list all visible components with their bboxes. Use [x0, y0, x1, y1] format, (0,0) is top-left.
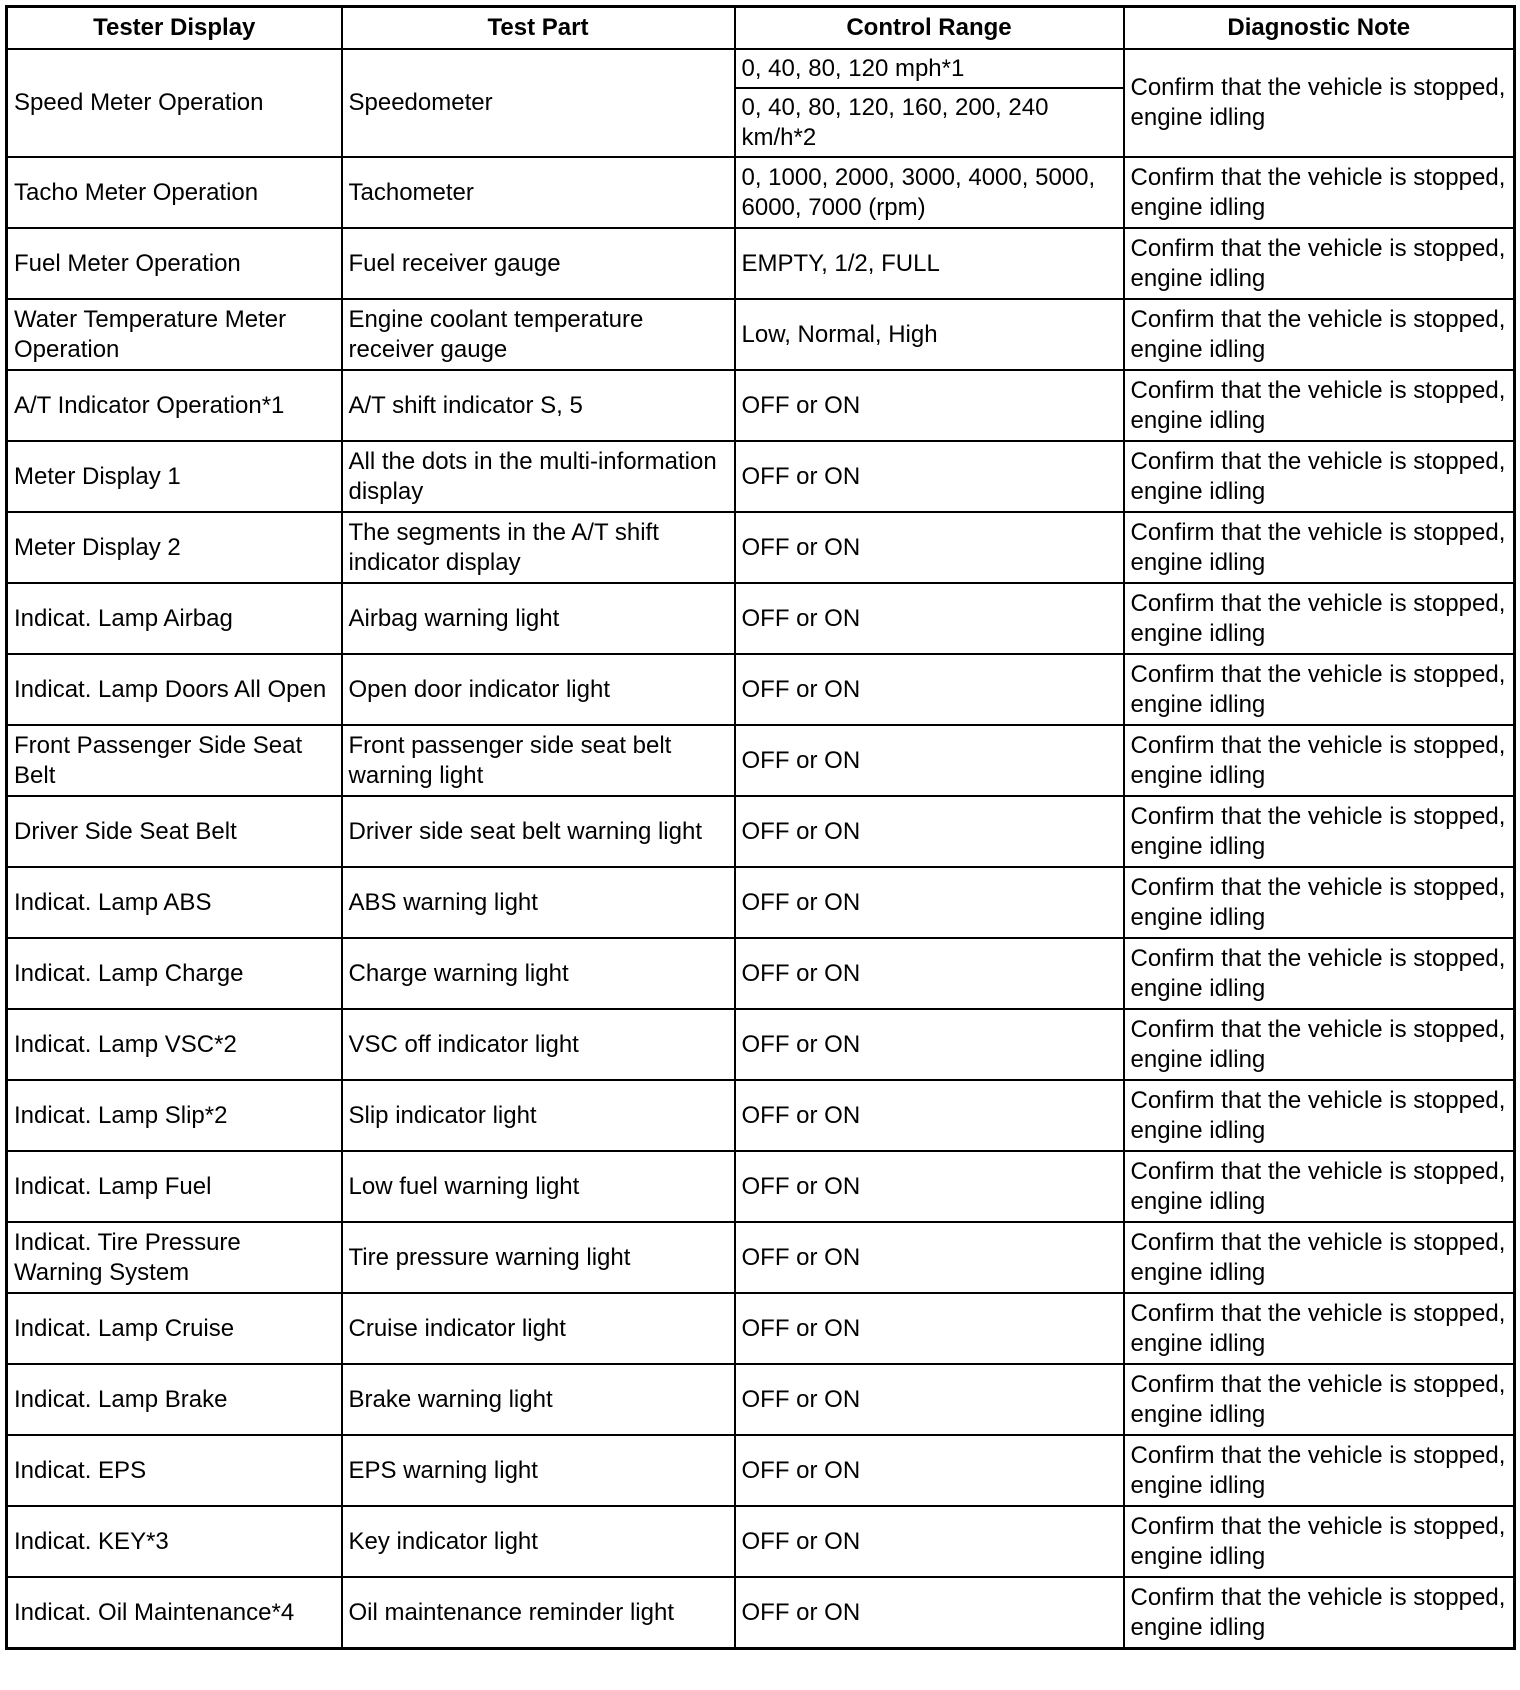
cell-tester-display: Indicat. Lamp VSC*2	[7, 1009, 342, 1080]
cell-test-part: Airbag warning light	[342, 583, 735, 654]
cell-diagnostic-note: Confirm that the vehicle is stopped, engine idling	[1124, 299, 1515, 370]
cell-control-range: OFF or ON	[735, 512, 1124, 583]
table-row	[7, 654, 1515, 725]
table-row	[7, 299, 1515, 370]
table-row	[7, 1293, 1515, 1364]
cell-diagnostic-note: Confirm that the vehicle is stopped, engine idling	[1124, 49, 1515, 157]
cell-control-range: 0, 40, 80, 120, 160, 200, 240 km/h*2	[735, 88, 1124, 157]
cell-test-part: Slip indicator light	[342, 1080, 735, 1151]
cell-control-range: EMPTY, 1/2, FULL	[735, 228, 1124, 299]
cell-control-range: OFF or ON	[735, 1009, 1124, 1080]
cell-control-range: OFF or ON	[735, 1506, 1124, 1577]
cell-tester-display: Indicat. Lamp Brake	[7, 1364, 342, 1435]
cell-tester-display: Indicat. KEY*3	[7, 1506, 342, 1577]
header-tester-display: Tester Display	[7, 7, 342, 50]
active-test-sheet	[5, 5, 1513, 1650]
cell-test-part: Speedometer	[342, 49, 735, 157]
cell-test-part: A/T shift indicator S, 5	[342, 370, 735, 441]
cell-test-part: Tachometer	[342, 157, 735, 228]
cell-control-range: OFF or ON	[735, 441, 1124, 512]
cell-diagnostic-note: Confirm that the vehicle is stopped, engine idling	[1124, 1364, 1515, 1435]
cell-test-part: ABS warning light	[342, 867, 735, 938]
table-row	[7, 1009, 1515, 1080]
cell-test-part: Fuel receiver gauge	[342, 228, 735, 299]
cell-tester-display: Speed Meter Operation	[7, 49, 342, 157]
cell-tester-display: Indicat. Oil Maintenance*4	[7, 1577, 342, 1649]
header-control-range: Control Range	[735, 7, 1124, 50]
cell-diagnostic-note: Confirm that the vehicle is stopped, engine idling	[1124, 1222, 1515, 1293]
table-row	[7, 938, 1515, 1009]
table-row	[7, 441, 1515, 512]
cell-test-part: Low fuel warning light	[342, 1151, 735, 1222]
cell-test-part: Engine coolant temperature receiver gauge	[342, 299, 735, 370]
cell-control-range: OFF or ON	[735, 654, 1124, 725]
cell-test-part: VSC off indicator light	[342, 1009, 735, 1080]
cell-diagnostic-note: Confirm that the vehicle is stopped, engine idling	[1124, 867, 1515, 938]
active-test-table	[5, 5, 1516, 1650]
cell-tester-display: A/T Indicator Operation*1	[7, 370, 342, 441]
cell-test-part: Open door indicator light	[342, 654, 735, 725]
cell-tester-display: Indicat. Lamp Cruise	[7, 1293, 342, 1364]
table-row	[7, 796, 1515, 867]
table-row	[7, 725, 1515, 796]
cell-tester-display: Indicat. Lamp Slip*2	[7, 1080, 342, 1151]
cell-diagnostic-note: Confirm that the vehicle is stopped, engine idling	[1124, 1293, 1515, 1364]
cell-diagnostic-note: Confirm that the vehicle is stopped, engine idling	[1124, 370, 1515, 441]
cell-tester-display: Indicat. Lamp Doors All Open	[7, 654, 342, 725]
cell-diagnostic-note: Confirm that the vehicle is stopped, engine idling	[1124, 1577, 1515, 1649]
cell-tester-display: Tacho Meter Operation	[7, 157, 342, 228]
cell-control-range: OFF or ON	[735, 1364, 1124, 1435]
cell-control-range: OFF or ON	[735, 1151, 1124, 1222]
cell-diagnostic-note: Confirm that the vehicle is stopped, engine idling	[1124, 725, 1515, 796]
cell-control-range: OFF or ON	[735, 938, 1124, 1009]
cell-control-range: Low, Normal, High	[735, 299, 1124, 370]
table-row	[7, 1506, 1515, 1577]
cell-tester-display: Water Temperature Meter Operation	[7, 299, 342, 370]
cell-diagnostic-note: Confirm that the vehicle is stopped, engine idling	[1124, 1506, 1515, 1577]
cell-tester-display: Indicat. Lamp ABS	[7, 867, 342, 938]
table-body	[7, 49, 1515, 1649]
table-row	[7, 1080, 1515, 1151]
table-row	[7, 1222, 1515, 1293]
cell-test-part: Charge warning light	[342, 938, 735, 1009]
header-test-part: Test Part	[342, 7, 735, 50]
table-row	[7, 1151, 1515, 1222]
table-row	[7, 370, 1515, 441]
table-row	[7, 512, 1515, 583]
cell-diagnostic-note: Confirm that the vehicle is stopped, engine idling	[1124, 938, 1515, 1009]
table-row	[7, 583, 1515, 654]
table-row	[7, 49, 1515, 88]
cell-tester-display: Indicat. EPS	[7, 1435, 342, 1506]
cell-control-range: OFF or ON	[735, 583, 1124, 654]
cell-control-range: 0, 40, 80, 120 mph*1	[735, 49, 1124, 88]
cell-test-part: Brake warning light	[342, 1364, 735, 1435]
cell-diagnostic-note: Confirm that the vehicle is stopped, engine idling	[1124, 796, 1515, 867]
cell-diagnostic-note: Confirm that the vehicle is stopped, engine idling	[1124, 157, 1515, 228]
header-row	[7, 7, 1515, 50]
cell-tester-display: Indicat. Lamp Fuel	[7, 1151, 342, 1222]
table-row	[7, 157, 1515, 228]
cell-control-range: 0, 1000, 2000, 3000, 4000, 5000, 6000, 7000 (rpm)	[735, 157, 1124, 228]
table-row	[7, 1435, 1515, 1506]
cell-test-part: All the dots in the multi-information display	[342, 441, 735, 512]
cell-control-range: OFF or ON	[735, 725, 1124, 796]
cell-diagnostic-note: Confirm that the vehicle is stopped, engine idling	[1124, 654, 1515, 725]
cell-test-part: EPS warning light	[342, 1435, 735, 1506]
cell-diagnostic-note: Confirm that the vehicle is stopped, engine idling	[1124, 1009, 1515, 1080]
cell-tester-display: Meter Display 2	[7, 512, 342, 583]
table-row	[7, 1577, 1515, 1649]
cell-tester-display: Fuel Meter Operation	[7, 228, 342, 299]
cell-diagnostic-note: Confirm that the vehicle is stopped, engine idling	[1124, 441, 1515, 512]
cell-tester-display: Front Passenger Side Seat Belt	[7, 725, 342, 796]
table-row	[7, 228, 1515, 299]
cell-tester-display: Indicat. Tire Pressure Warning System	[7, 1222, 342, 1293]
cell-tester-display: Driver Side Seat Belt	[7, 796, 342, 867]
cell-test-part: Key indicator light	[342, 1506, 735, 1577]
cell-tester-display: Indicat. Lamp Charge	[7, 938, 342, 1009]
cell-control-range: OFF or ON	[735, 1577, 1124, 1649]
cell-test-part: Front passenger side seat belt warning light	[342, 725, 735, 796]
table-row	[7, 867, 1515, 938]
cell-test-part: Oil maintenance reminder light	[342, 1577, 735, 1649]
cell-diagnostic-note: Confirm that the vehicle is stopped, engine idling	[1124, 512, 1515, 583]
cell-control-range: OFF or ON	[735, 796, 1124, 867]
cell-control-range: OFF or ON	[735, 1293, 1124, 1364]
cell-control-range: OFF or ON	[735, 867, 1124, 938]
cell-control-range: OFF or ON	[735, 370, 1124, 441]
cell-diagnostic-note: Confirm that the vehicle is stopped, engine idling	[1124, 1151, 1515, 1222]
cell-diagnostic-note: Confirm that the vehicle is stopped, engine idling	[1124, 228, 1515, 299]
cell-control-range: OFF or ON	[735, 1435, 1124, 1506]
cell-tester-display: Meter Display 1	[7, 441, 342, 512]
cell-test-part: Cruise indicator light	[342, 1293, 735, 1364]
table-row	[7, 1364, 1515, 1435]
cell-test-part: Driver side seat belt warning light	[342, 796, 735, 867]
cell-tester-display: Indicat. Lamp Airbag	[7, 583, 342, 654]
cell-diagnostic-note: Confirm that the vehicle is stopped, engine idling	[1124, 583, 1515, 654]
cell-test-part: Tire pressure warning light	[342, 1222, 735, 1293]
cell-control-range: OFF or ON	[735, 1080, 1124, 1151]
header-diagnostic-note: Diagnostic Note	[1124, 7, 1515, 50]
cell-test-part: The segments in the A/T shift indicator display	[342, 512, 735, 583]
cell-control-range: OFF or ON	[735, 1222, 1124, 1293]
cell-diagnostic-note: Confirm that the vehicle is stopped, engine idling	[1124, 1435, 1515, 1506]
cell-diagnostic-note: Confirm that the vehicle is stopped, engine idling	[1124, 1080, 1515, 1151]
